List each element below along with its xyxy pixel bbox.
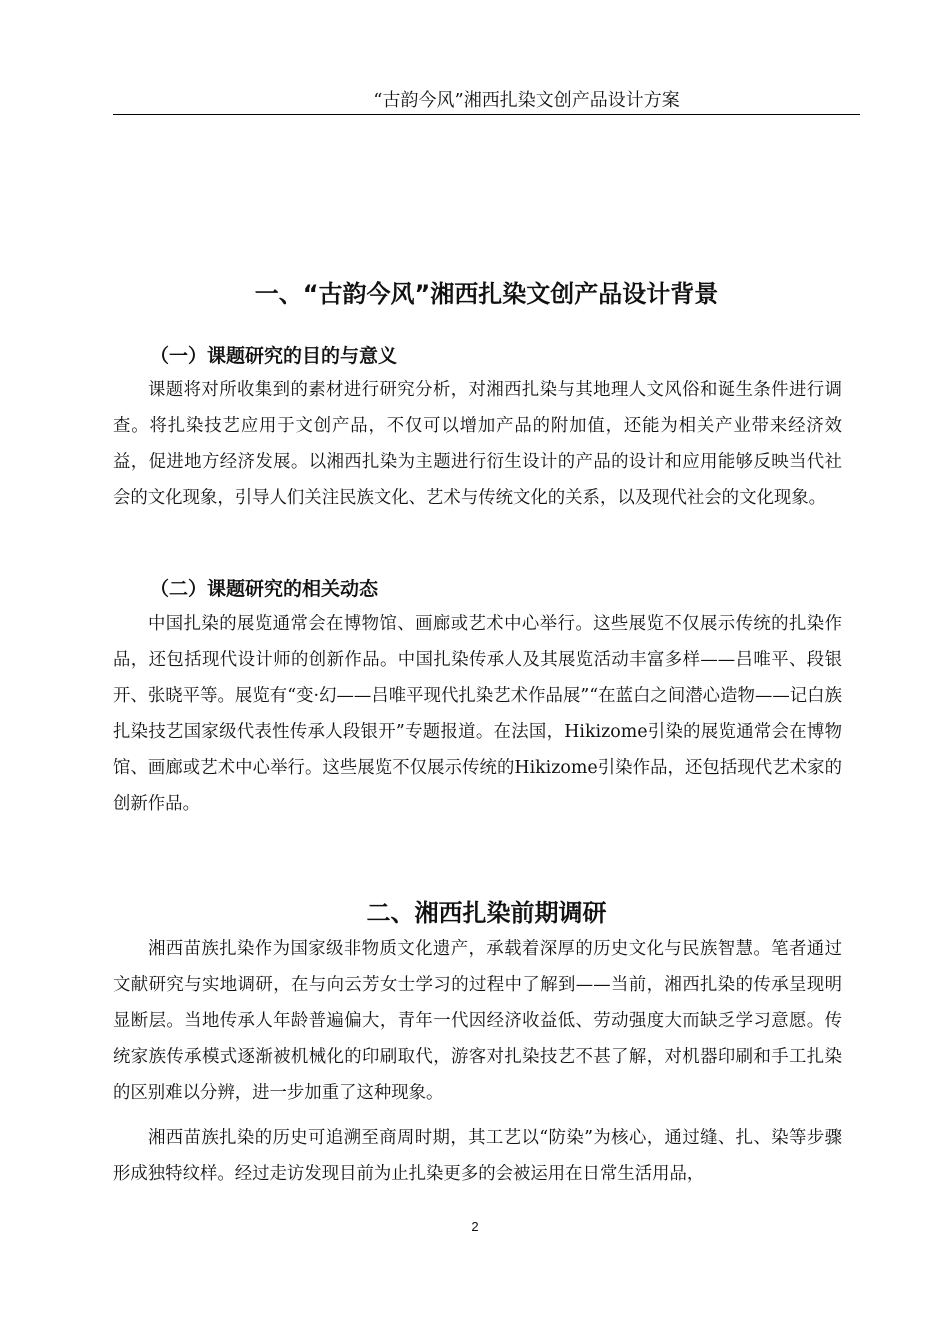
page-number: 2 [471, 1219, 479, 1234]
section-1-2-heading: （二）课题研究的相关动态 [150, 578, 379, 600]
section-1-1-paragraph: 课题将对所收集到的素材进行研究分析，对湘西扎染与其地理人文风俗和诞生条件进行调查。将扎染技艺应用于文创产品，不仅可以增加产品的附加值，还能为相关产业带来经济效益，促进地方经济发展。以湘西扎染为主题进行衍生设计的产品的设计和应用能够反映当代社会的文化现象，引导人们关注民族文化、艺术与传统文化的关系，以及现代社会的文化现象。 [113, 380, 842, 508]
section-1-heading: 一、“古韵今风”湘西扎染文创产品设计背景 [254, 280, 719, 308]
section-2-heading: 二、湘西扎染前期调研 [366, 899, 607, 927]
running-header [113, 92, 860, 115]
section-1-1-heading: （一）课题研究的目的与意义 [150, 345, 398, 367]
running-header-title: “古韵今风”湘西扎染文创产品设计方案 [373, 90, 680, 111]
section-1-2-paragraph: 中国扎染的展览通常会在博物馆、画廊或艺术中心举行。这些展览不仅展示传统的扎染作品，还包括现代设计师的创新作品。中国扎染传承人及其展览活动丰富多样——吕唯平、段银开、张晓平等。展览有“变·幻——吕唯平现代扎染艺术作品展”“在蓝白之间潜心造物——记白族扎染技艺国家级代表性传承人段银开”专题报道。在法国，Hikizome引染的展览通常会在博物馆、画廊或艺术中心举行。这些展览不仅展示传统的Hikizome引染作品，还包括现代艺术家的创新作品。 [113, 614, 842, 814]
section-2-paragraph-2: 湘西苗族扎染的历史可追溯至商周时期，其工艺以“防染”为核心，通过缝、扎、染等步骤形成独特纹样。经过走访发现目前为止扎染更多的会被运用在日常生活用品， [113, 1128, 842, 1184]
section-2-paragraph-1: 湘西苗族扎染作为国家级非物质文化遗产，承载着深厚的历史文化与民族智慧。笔者通过文献研究与实地调研，在与向云芳女士学习的过程中了解到——当前，湘西扎染的传承呈现明显断层。当地传承人年龄普遍偏大，青年一代因经济收益低、劳动强度大而缺乏学习意愿。传统家族传承模式逐渐被机械化的印刷取代，游客对扎染技艺不甚了解，对机器印刷和手工扎染的区别难以分辨，进一步加重了这种现象。 [113, 939, 842, 1103]
